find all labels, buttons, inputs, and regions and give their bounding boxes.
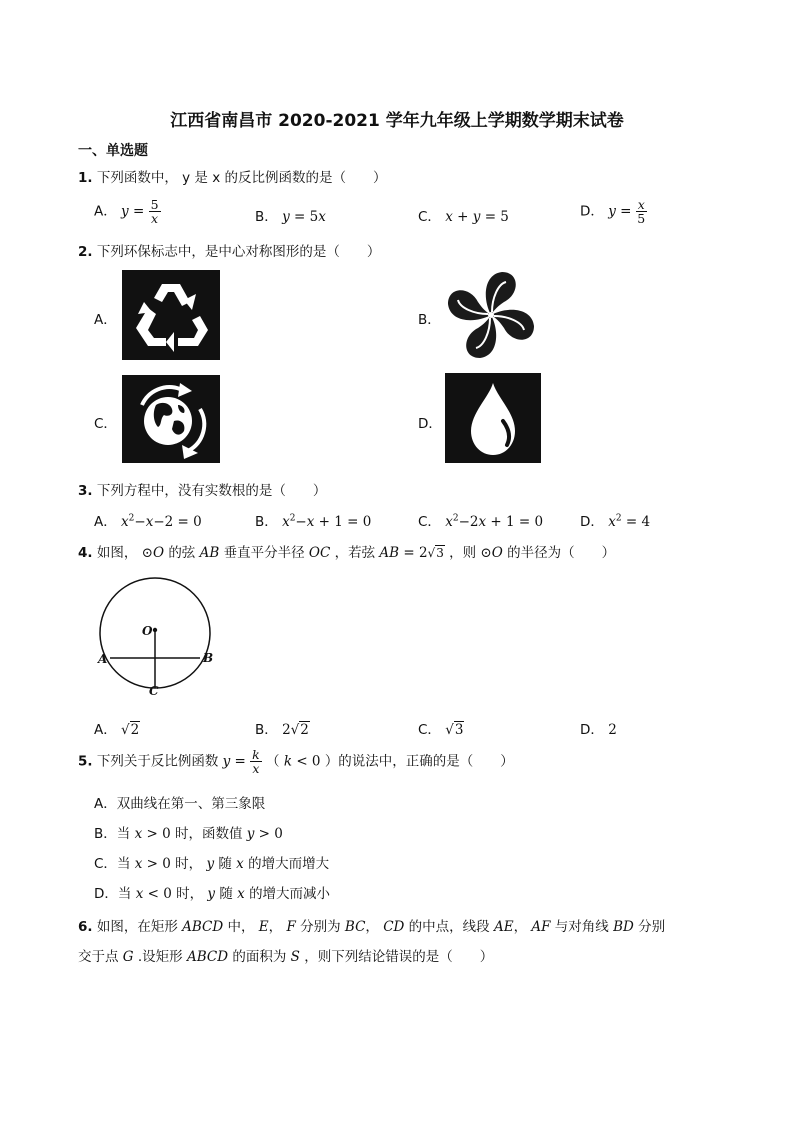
question-1: 1. 下列函数中， y 是 x 的反比例函数的是（ ） — [78, 170, 387, 186]
question-4: 4. 如图， ⊙O 的弦 AB 垂直平分半径 OC ，若弦 AB = 2√3 ，则 ⊙O 的半径为（ ） — [78, 545, 616, 561]
water-drop-logo-icon — [445, 373, 541, 463]
question-1-stem: 下列函数中， y 是 x 的反比例函数的是（ ） — [96, 170, 387, 186]
earth-arrows-logo-icon — [122, 375, 220, 463]
q5-option-d: D．当 x < 0 时， y 随 x 的增大而减小 — [94, 886, 331, 902]
q4-option-c: C． √3 — [418, 722, 464, 738]
question-6-line-2: 交于点 G .设矩形 ABCD 的面积为 S ，则下列结论错误的是（ ） — [78, 949, 494, 965]
label-b: B — [203, 651, 214, 665]
recycle-logo-icon — [122, 270, 220, 360]
q1-d-fraction: $\frac{x}{5}$ — [637, 197, 646, 227]
q1-a-fraction: $\frac{5}{x}$ — [150, 197, 159, 227]
question-2-stem: 下列环保标志中，是中心对称图形的是（ ） — [96, 244, 381, 260]
q3-option-d: D． $x^2 = 4$ — [580, 513, 651, 530]
circle-figure — [90, 570, 225, 700]
label-c: C — [149, 684, 159, 698]
q5-fraction: $\frac{k}{x}$ — [252, 747, 260, 777]
question-6-line-1: 6. 如图，在矩形 ABCD 中， E， F 分别为 BC， CD 的中点，线段 AE， AF 与对角线 BD 分别 — [78, 919, 666, 935]
q1-option-b: B． y = 5x — [255, 209, 326, 225]
q2-option-c: C． — [94, 416, 117, 432]
q5-option-b: B．当 x > 0 时，函数值 y > 0 — [94, 826, 283, 842]
q5-option-c: C．当 x > 0 时， y 随 x 的增大而增大 — [94, 856, 330, 872]
question-3: 3. 下列方程中，没有实数根的是（ ） — [78, 483, 327, 499]
q1-option-a: A． y = $\frac{5}{x}$ — [94, 197, 159, 227]
q5-option-a: A．双曲线在第一、第三象限 — [94, 796, 266, 812]
question-5: 5. 下列关于反比例函数 y = $\frac{k}{x}$ （ k < 0 ）的说法中，正确的是（ ） — [78, 747, 514, 777]
q4-option-b: B． 2√2 — [255, 722, 309, 738]
question-2: 2. 下列环保标志中，是中心对称图形的是（ ） — [78, 244, 381, 260]
q3-option-b: B． $x^2-x + 1 = 0$ — [255, 513, 372, 530]
q4-option-d: D． 2 — [580, 722, 617, 738]
question-3-stem: 下列方程中，没有实数根的是（ ） — [96, 483, 327, 499]
page-title: 江西省南昌市 2020-2021 学年九年级上学期数学期末试卷 — [170, 111, 624, 131]
section-heading: 一、单选题 — [78, 143, 148, 159]
q3-option-a: A． $x^2-x-2 = 0$ — [94, 513, 202, 530]
q2-option-b: B． — [418, 312, 441, 328]
q1-option-c: C． x + y = 5 — [418, 209, 509, 225]
q2-option-d: D． — [418, 416, 442, 432]
label-o: O — [142, 624, 153, 638]
q2-option-a: A． — [94, 312, 117, 328]
q4-option-a: A． √2 — [94, 722, 140, 738]
q3-option-c: C． $x^2-2x + 1 = 0$ — [418, 513, 544, 530]
q1-option-d: D． y = $\frac{x}{5}$ — [580, 197, 646, 227]
label-a: A — [98, 652, 108, 666]
four-petal-logo-icon — [442, 268, 540, 362]
